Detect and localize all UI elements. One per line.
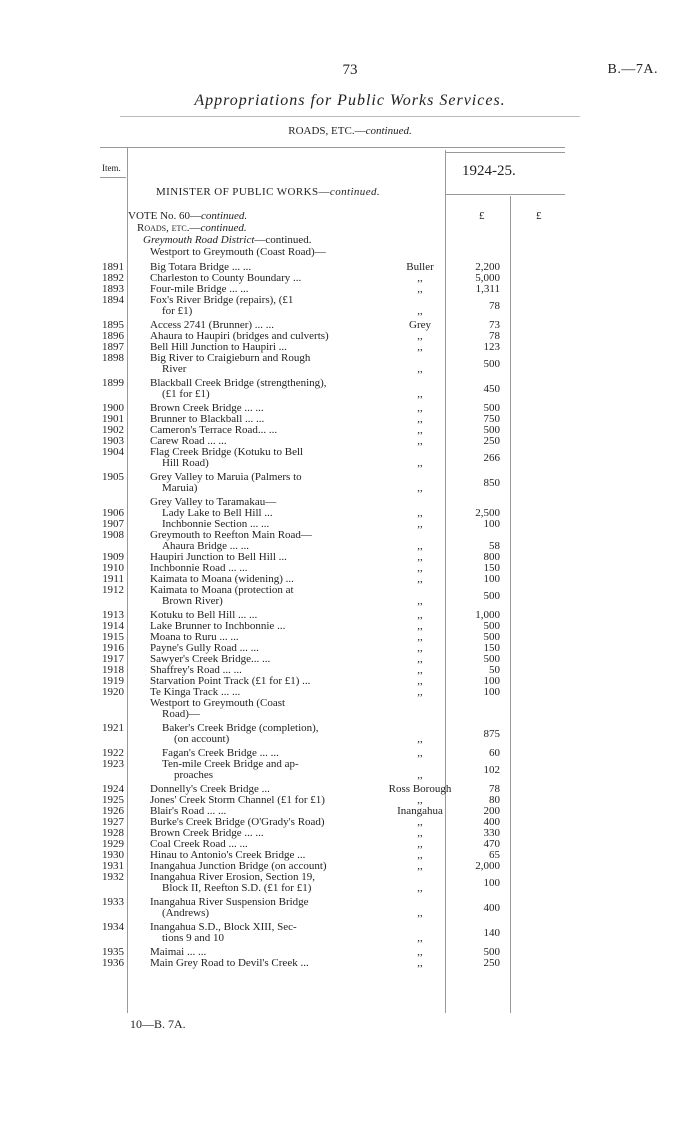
item-number: 1892 [102,272,124,284]
year-column-header: 1924-25. [462,163,516,179]
description-line: Donnelly's Creek Bridge ... [150,783,270,795]
item-number: 1922 [102,747,124,759]
description-line: Carew Road ... ... [150,435,227,447]
location: ,, [417,932,423,944]
location: ,, [417,827,423,839]
item-description [150,922,297,944]
description-continuation: for £1) [162,305,193,317]
description-continuation: tions 9 and 10 [162,932,225,944]
location: ,, [417,946,423,958]
description-line: Bell Hill Junction to Haupiri ... [150,341,287,353]
amount: 500 [483,402,500,414]
amount: 73 [489,319,500,331]
item-number: 1915 [102,631,124,643]
item-number: 1935 [102,946,124,958]
item-number: 1929 [102,838,124,850]
location: ,, [417,388,423,400]
amount: 500 [483,424,500,436]
item-number: 1927 [102,816,124,828]
description-line: Inangahua S.D., Block XIII, Sec- [150,921,297,933]
location: ,, [417,402,423,414]
page-footer: 10—B. 7A. [130,1017,186,1031]
amount: 80 [489,794,500,806]
location: ,, [417,540,423,552]
year-top-rule [445,152,565,153]
description-line: Inangahua River Suspension Bridge [150,896,309,908]
location: ,, [417,272,423,284]
minister-heading [156,186,380,198]
item-number: 1926 [102,805,124,817]
roads-text: Roads, etc.— [137,222,201,234]
item-description [150,698,285,720]
amount: 1,000 [475,609,500,621]
location: ,, [417,631,423,643]
item-number: 1901 [102,413,124,425]
description-line: Kotuku to Bell Hill ... ... [150,609,258,621]
amount: 875 [483,727,500,740]
amount: 500 [483,946,500,958]
item-number: 1894 [102,294,124,306]
location: ,, [417,363,423,375]
description-line: Hinau to Antonio's Creek Bridge ... [150,849,306,861]
item-number: 1917 [102,653,124,665]
amount: 1,311 [475,283,500,295]
location: ,, [417,849,423,861]
description-line: Big Totara Bridge ... ... [150,261,252,273]
location: ,, [417,341,423,353]
description-continuation: Maruia) [162,482,198,494]
description-line: Coal Creek Road ... ... [150,838,248,850]
amount: 250 [483,435,500,447]
amount: 78 [489,783,500,795]
location: ,, [417,642,423,654]
item-description [150,447,303,469]
description-line: Flag Creek Bridge (Kotuku to Bell [150,446,304,458]
location: ,, [417,518,423,530]
location: ,, [417,573,423,585]
item-number: 1925 [102,794,124,806]
amount: 123 [483,341,500,353]
location: ,, [417,686,423,698]
description-continuation: (Andrews) [162,907,210,919]
district-name: Greymouth Road District [143,234,255,246]
location: ,, [417,675,423,687]
amount: 50 [489,664,500,676]
location: ,, [417,957,423,969]
item-number: 1919 [102,675,124,687]
item-number: 1895 [102,319,124,331]
description-line: Kaimata to Moana (widening) ... [150,573,294,585]
description-line: Four-mile Bridge ... ... [150,283,249,295]
description-line: Lake Brunner to Inchbonnie ... [150,620,286,632]
title-rule [120,116,580,117]
item-number: 1912 [102,584,124,596]
location: ,, [417,653,423,665]
item-number: 1933 [102,896,124,908]
district-heading [143,234,312,246]
year-header-rule [445,194,565,195]
amount: 100 [483,675,500,687]
item-number: 1896 [102,330,124,342]
minister-continued: continued. [329,186,381,198]
amount: 2,500 [475,507,500,519]
amount: 2,200 [475,261,500,273]
description-line: Baker's Creek Bridge (completion), [162,722,319,734]
location: ,, [417,794,423,806]
amount: 78 [489,330,500,342]
item-number: 1928 [102,827,124,839]
vote-text: VOTE No. 60— [128,210,202,222]
item-description [150,872,315,894]
item-number: 1930 [102,849,124,861]
description-line: Inchbonnie Road ... ... [150,562,248,574]
item-number: 1903 [102,435,124,447]
item-number: 1931 [102,860,124,872]
description-continuation: Hill Road) [162,457,209,469]
description-line: Charleston to County Boundary ... [150,272,302,284]
currency-symbol: £ [479,210,485,222]
description-continuation: Road)— [162,708,200,720]
description-line: Blair's Road ... ... [150,805,227,817]
amount: 65 [489,849,500,861]
page-number: 73 [342,62,358,78]
amount: 140 [483,926,500,939]
minister-text: MINISTER OF PUBLIC WORKS— [156,186,330,198]
item-number: 1921 [102,722,124,734]
item-number: 1908 [102,529,124,541]
description-line: Kaimata to Moana (protection at [150,584,294,596]
item-number: 1932 [102,871,124,883]
location: Grey [409,319,431,331]
item-description [150,472,302,494]
description-line: Cameron's Terrace Road... ... [150,424,278,436]
item-number: 1899 [102,377,124,389]
description-line: Big River to Craigieburn and Rough [150,352,311,364]
description-line: Greymouth to Reefton Main Road— [150,529,312,541]
location: ,, [417,747,423,759]
item-description [150,958,309,969]
location: ,, [417,907,423,919]
description-continuation: (on account) [174,733,230,745]
description-continuation: (£1 for £1) [162,388,210,400]
second-amount-divider [510,196,511,1013]
amount: 500 [483,620,500,632]
item-number: 1916 [102,642,124,654]
amount: 150 [483,562,500,574]
item-number: 1906 [102,507,124,519]
amount: 2,000 [475,860,500,872]
location: ,, [417,330,423,342]
description-line: Te Kinga Track ... ... [150,686,241,698]
subtitle-continued: continued. [365,125,412,137]
item-number: 1891 [102,261,124,273]
amount: 78 [489,299,500,312]
description-line: Brown Creek Bridge ... ... [150,827,264,839]
amount: 500 [483,631,500,643]
item-number: 1907 [102,518,124,530]
location: ,, [417,860,423,872]
amount: 500 [483,653,500,665]
description-line: Haupiri Junction to Bell Hill ... [150,551,287,563]
location: ,, [417,609,423,621]
location: ,, [417,816,423,828]
item-description [150,353,310,375]
item-number: 1905 [102,471,124,483]
item-number: 1936 [102,957,124,969]
amount: 250 [483,957,500,969]
description-continuation: Brown River) [162,595,223,607]
table-top-rule [100,147,565,148]
currency-symbol: £ [536,210,542,222]
amount: 58 [489,540,500,552]
description-line: Access 2741 (Brunner) ... ... [150,319,275,331]
location: ,, [417,620,423,632]
location: ,, [417,769,423,781]
description-continuation: proaches [174,769,214,781]
description-line: Jones' Creek Storm Channel (£1 for £1) [150,794,325,806]
amount: 5,000 [475,272,500,284]
amount: 100 [483,876,500,889]
location: ,, [417,283,423,295]
group-heading: Westport to Greymouth (Coast Road)— [150,246,326,258]
description-line: Fox's River Bridge (repairs), (£1 [150,294,294,306]
amount: 450 [483,382,500,395]
item-number: 1920 [102,686,124,698]
subtitle-text: ROADS, ETC.— [288,125,366,137]
location: Buller [406,261,434,273]
description-line: Inchbonnie Section ... ... [162,518,270,530]
item-number: 1900 [102,402,124,414]
description-line: Shaffrey's Road ... ... [150,664,242,676]
amount: 500 [483,357,500,370]
item-number: 1914 [102,620,124,632]
description-line: Grey Valley to Maruia (Palmers to [150,471,302,483]
section-subtitle [0,125,700,137]
document-reference: B.—7A. [607,62,658,77]
amount: 470 [483,838,500,850]
description-line: Ahaura Bridge ... ... [162,540,250,552]
description-line: Brunner to Blackball ... ... [150,413,265,425]
item-description [150,295,293,317]
item-description [162,759,299,781]
amount: 150 [483,642,500,654]
amount: 400 [483,901,500,914]
item-column-header: Item. [102,163,121,173]
location: Ross Borough [388,783,452,795]
item-number: 1910 [102,562,124,574]
roads-heading [137,222,247,234]
amount: 60 [489,747,500,759]
item-number: 1909 [102,551,124,563]
amount: 200 [483,805,500,817]
description-line: Grey Valley to Taramakau— [150,496,277,508]
page-title: Appropriations for Public Works Services. [194,92,506,109]
amount: 266 [483,451,500,464]
item-description [150,378,327,400]
amount: 330 [483,827,500,839]
item-number: 1934 [102,921,124,933]
item-number: 1902 [102,424,124,436]
description-line: Inangahua River Erosion, Section 19, [150,871,315,883]
amount: 100 [483,573,500,585]
item-number: 1904 [102,446,124,458]
description-line: Inangahua Junction Bridge (on account) [150,860,327,872]
location: ,, [417,664,423,676]
description-line: Main Grey Road to Devil's Creek ... [150,957,309,969]
location: ,, [417,413,423,425]
description-line: Burke's Creek Bridge (O'Grady's Road) [150,816,325,828]
description-line: Maimai ... ... [150,946,207,958]
item-description [150,585,294,607]
description-line: Sawyer's Creek Bridge... ... [150,653,271,665]
description-line: Starvation Point Track (£1 for £1) ... [150,675,311,687]
location: ,, [417,838,423,850]
item-number: 1911 [102,573,124,585]
district-suffix: —continued. [254,234,312,246]
location: ,, [417,551,423,563]
location: ,, [417,424,423,436]
location: ,, [417,457,423,469]
amount: 102 [483,763,500,776]
description-line: Moana to Ruru ... ... [150,631,239,643]
amount: 400 [483,816,500,828]
amount: 500 [483,589,500,602]
description-line: Blackball Creek Bridge (strengthening), [150,377,327,389]
item-header-rule [100,177,126,178]
description-line: Payne's Gully Road ... ... [150,642,259,654]
description-line: Westport to Greymouth (Coast [150,697,286,709]
item-description [162,723,319,745]
vote-heading [128,210,247,222]
item-number: 1923 [102,758,124,770]
location: ,, [417,482,423,494]
amount: 100 [483,518,500,530]
item-description [150,897,309,919]
location: ,, [417,733,423,745]
item-column-divider [127,147,128,1013]
amount: 750 [483,413,500,425]
item-number: 1924 [102,783,124,795]
description-continuation: River [162,363,187,375]
description-line: Ten-mile Creek Bridge and ap- [162,758,299,770]
location: ,, [417,507,423,519]
item-number: 1898 [102,352,124,364]
description-line: Brown Creek Bridge ... ... [150,402,264,414]
location: Inangahua [397,805,443,817]
location: ,, [417,882,423,894]
item-number: 1897 [102,341,124,353]
location: ,, [417,435,423,447]
location: ,, [417,305,423,317]
description-continuation: Block II, Reefton S.D. (£1 for £1) [162,882,312,894]
item-number: 1918 [102,664,124,676]
roads-continued: continued. [200,222,247,234]
vote-continued: continued. [201,210,248,222]
amount: 850 [483,476,500,489]
location: ,, [417,595,423,607]
item-number: 1893 [102,283,124,295]
amount: 100 [483,686,500,698]
location: ,, [417,562,423,574]
description-line: Ahaura to Haupiri (bridges and culverts) [150,330,329,342]
description-line: Lady Lake to Bell Hill ... [162,507,273,519]
description-line: Fagan's Creek Bridge ... ... [162,747,279,759]
item-number: 1913 [102,609,124,621]
amount: 800 [483,551,500,563]
